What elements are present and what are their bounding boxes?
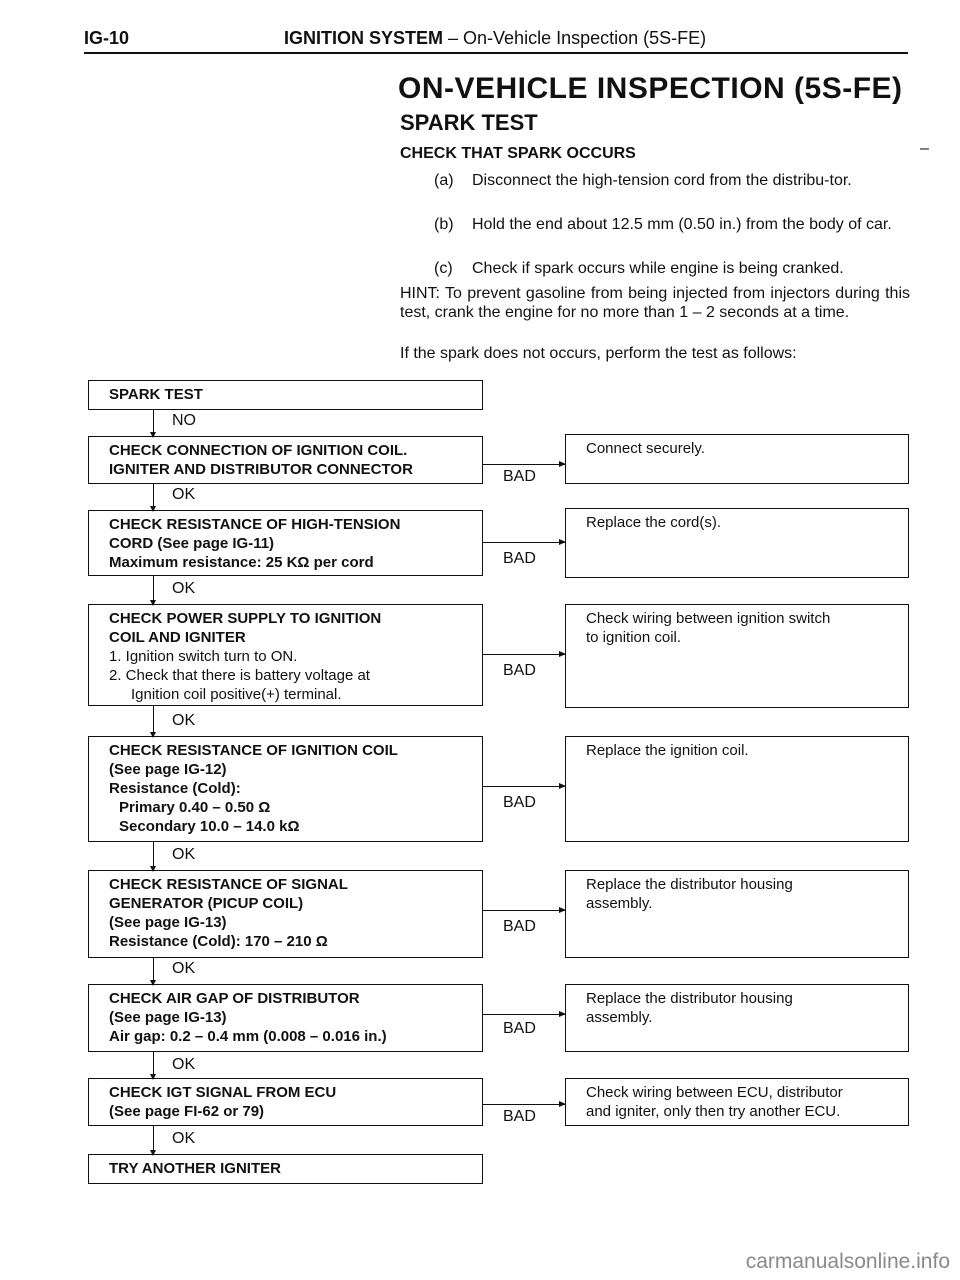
check-line: CHECK AIR GAP OF DISTRIBUTOR	[109, 990, 360, 1007]
check-line: Resistance (Cold): 170 – 210 Ω	[109, 933, 328, 950]
action-box-6	[565, 984, 909, 1052]
check-box-5	[88, 870, 483, 958]
running-header	[284, 28, 706, 49]
check-line: 2. Check that there is battery voltage at	[109, 667, 370, 684]
step-c-label: (c)	[434, 260, 453, 277]
step-a	[434, 170, 912, 191]
bad-label: BAD	[503, 918, 536, 935]
bad-arrow	[483, 786, 565, 787]
action-box-3	[565, 604, 909, 708]
check-box-2	[88, 510, 483, 576]
action-box-7	[565, 1078, 909, 1126]
action-line: to ignition coil.	[586, 629, 682, 646]
bad-label: BAD	[503, 1020, 536, 1037]
check-line: CORD (See page IG-11)	[109, 535, 275, 552]
action-line: Check wiring between ECU, distributor	[586, 1084, 843, 1101]
flow-arrow-down	[153, 1126, 154, 1154]
watermark: carmanualsonline.info	[745, 1250, 950, 1273]
check-line: Ignition coil positive(+) terminal.	[131, 686, 342, 703]
flow-arrow-down	[153, 958, 154, 984]
flow-arrow-down	[153, 842, 154, 870]
running-header-subsection: – On-Vehicle Inspection (5S-FE)	[443, 28, 707, 48]
header-rule	[84, 52, 908, 54]
action-line: Connect securely.	[586, 440, 705, 457]
action-line: Check wiring between ignition switch	[586, 610, 831, 627]
page-title: ON-VEHICLE INSPECTION (5S-FE)	[398, 72, 903, 105]
action-box-2	[565, 508, 909, 578]
check-line: (See page FI-62 or 79)	[109, 1103, 265, 1120]
action-line: Replace the distributor housing	[586, 876, 793, 893]
bad-arrow	[483, 1014, 565, 1015]
step-c	[434, 258, 912, 279]
check-line: CHECK RESISTANCE OF IGNITION COIL	[109, 742, 398, 759]
ok-label: OK	[172, 846, 196, 863]
bad-arrow	[483, 1104, 565, 1105]
check-line: Air gap: 0.2 – 0.4 mm (0.008 – 0.016 in.)	[109, 1028, 387, 1045]
ok-label: OK	[172, 1056, 196, 1073]
action-line: Replace the distributor housing	[586, 990, 793, 1007]
flow-end-label: TRY ANOTHER IGNITER	[109, 1160, 281, 1177]
check-line: GENERATOR (PICUP COIL)	[109, 895, 304, 912]
step-b-label: (b)	[434, 216, 454, 233]
ok-label: OK	[172, 580, 196, 597]
page-code: IG-10	[84, 28, 130, 48]
check-line: 1. Ignition switch turn to ON.	[109, 648, 298, 665]
check-line: Maximum resistance: 25 KΩ per cord	[109, 554, 374, 571]
check-line: CHECK CONNECTION OF IGNITION COIL.	[109, 442, 408, 459]
check-box-3	[88, 604, 483, 706]
check-box-4	[88, 736, 483, 842]
step-b-text: Hold the end about 12.5 mm (0.50 in.) from the body of car.	[472, 216, 892, 233]
check-line: Secondary 10.0 – 14.0 kΩ	[119, 818, 300, 835]
check-line: (See page IG-12)	[109, 761, 227, 778]
action-box-1	[565, 434, 909, 484]
check-line: Primary 0.40 – 0.50 Ω	[119, 799, 271, 816]
flow-end-box	[88, 1154, 483, 1184]
bad-arrow	[483, 464, 565, 465]
check-line: (See page IG-13)	[109, 914, 227, 931]
check-box-7	[88, 1078, 483, 1126]
bad-label: BAD	[503, 550, 536, 567]
action-box-5	[565, 870, 909, 958]
check-line: COIL AND IGNITER	[109, 629, 246, 646]
flow-arrow-down	[153, 1052, 154, 1078]
action-line: and igniter, only then try another ECU.	[586, 1103, 841, 1120]
check-line: (See page IG-13)	[109, 1009, 227, 1026]
step-b	[434, 214, 912, 235]
flow-start-label: SPARK TEST	[109, 386, 203, 403]
flow-arrow-down	[153, 576, 154, 604]
action-line: assembly.	[586, 895, 653, 912]
ok-label: OK	[172, 712, 196, 729]
flow-start-box	[88, 380, 483, 410]
flow-arrow-down	[153, 410, 154, 436]
check-line: Resistance (Cold):	[109, 780, 241, 797]
note-paragraph: If the spark does not occurs, perform the test as follows:	[400, 345, 797, 362]
step-a-label: (a)	[434, 172, 454, 189]
ok-label: OK	[172, 960, 196, 977]
action-line: Replace the cord(s).	[586, 514, 722, 531]
step-c-text: Check if spark occurs while engine is being cranked.	[472, 260, 844, 277]
ok-label: OK	[172, 1130, 196, 1147]
check-box-1	[88, 436, 483, 484]
check-box-6	[88, 984, 483, 1052]
section-title: SPARK TEST	[400, 110, 538, 135]
bad-arrow	[483, 542, 565, 543]
bad-arrow	[483, 654, 565, 655]
check-line: IGNITER AND DISTRIBUTOR CONNECTOR	[109, 461, 413, 478]
bad-label: BAD	[503, 794, 536, 811]
step-a-text: Disconnect the high-tension cord from the distribu-tor.	[472, 172, 852, 189]
action-line: assembly.	[586, 1009, 653, 1026]
running-header-section: IGNITION SYSTEM	[284, 28, 444, 48]
action-line: Replace the ignition coil.	[586, 742, 749, 759]
bad-label: BAD	[503, 1108, 536, 1125]
check-heading: CHECK THAT SPARK OCCURS	[400, 145, 636, 162]
bad-arrow	[483, 910, 565, 911]
flow-arrow-down	[153, 706, 154, 736]
check-line: CHECK RESISTANCE OF HIGH-TENSION	[109, 516, 401, 533]
check-line: CHECK RESISTANCE OF SIGNAL	[109, 876, 348, 893]
ok-label: OK	[172, 486, 196, 503]
no-label: NO	[172, 412, 196, 429]
check-line: CHECK POWER SUPPLY TO IGNITION	[109, 610, 382, 627]
hint-paragraph: HINT: To prevent gasoline from being injected from injectors during this test, crank the engine for no more than 1 – 2 seconds at a time.	[400, 285, 910, 321]
action-box-4	[565, 736, 909, 842]
margin-dash: –	[920, 140, 929, 157]
check-line: CHECK IGT SIGNAL FROM ECU	[109, 1084, 337, 1101]
bad-label: BAD	[503, 662, 536, 679]
flow-arrow-down	[153, 484, 154, 510]
bad-label: BAD	[503, 468, 536, 485]
